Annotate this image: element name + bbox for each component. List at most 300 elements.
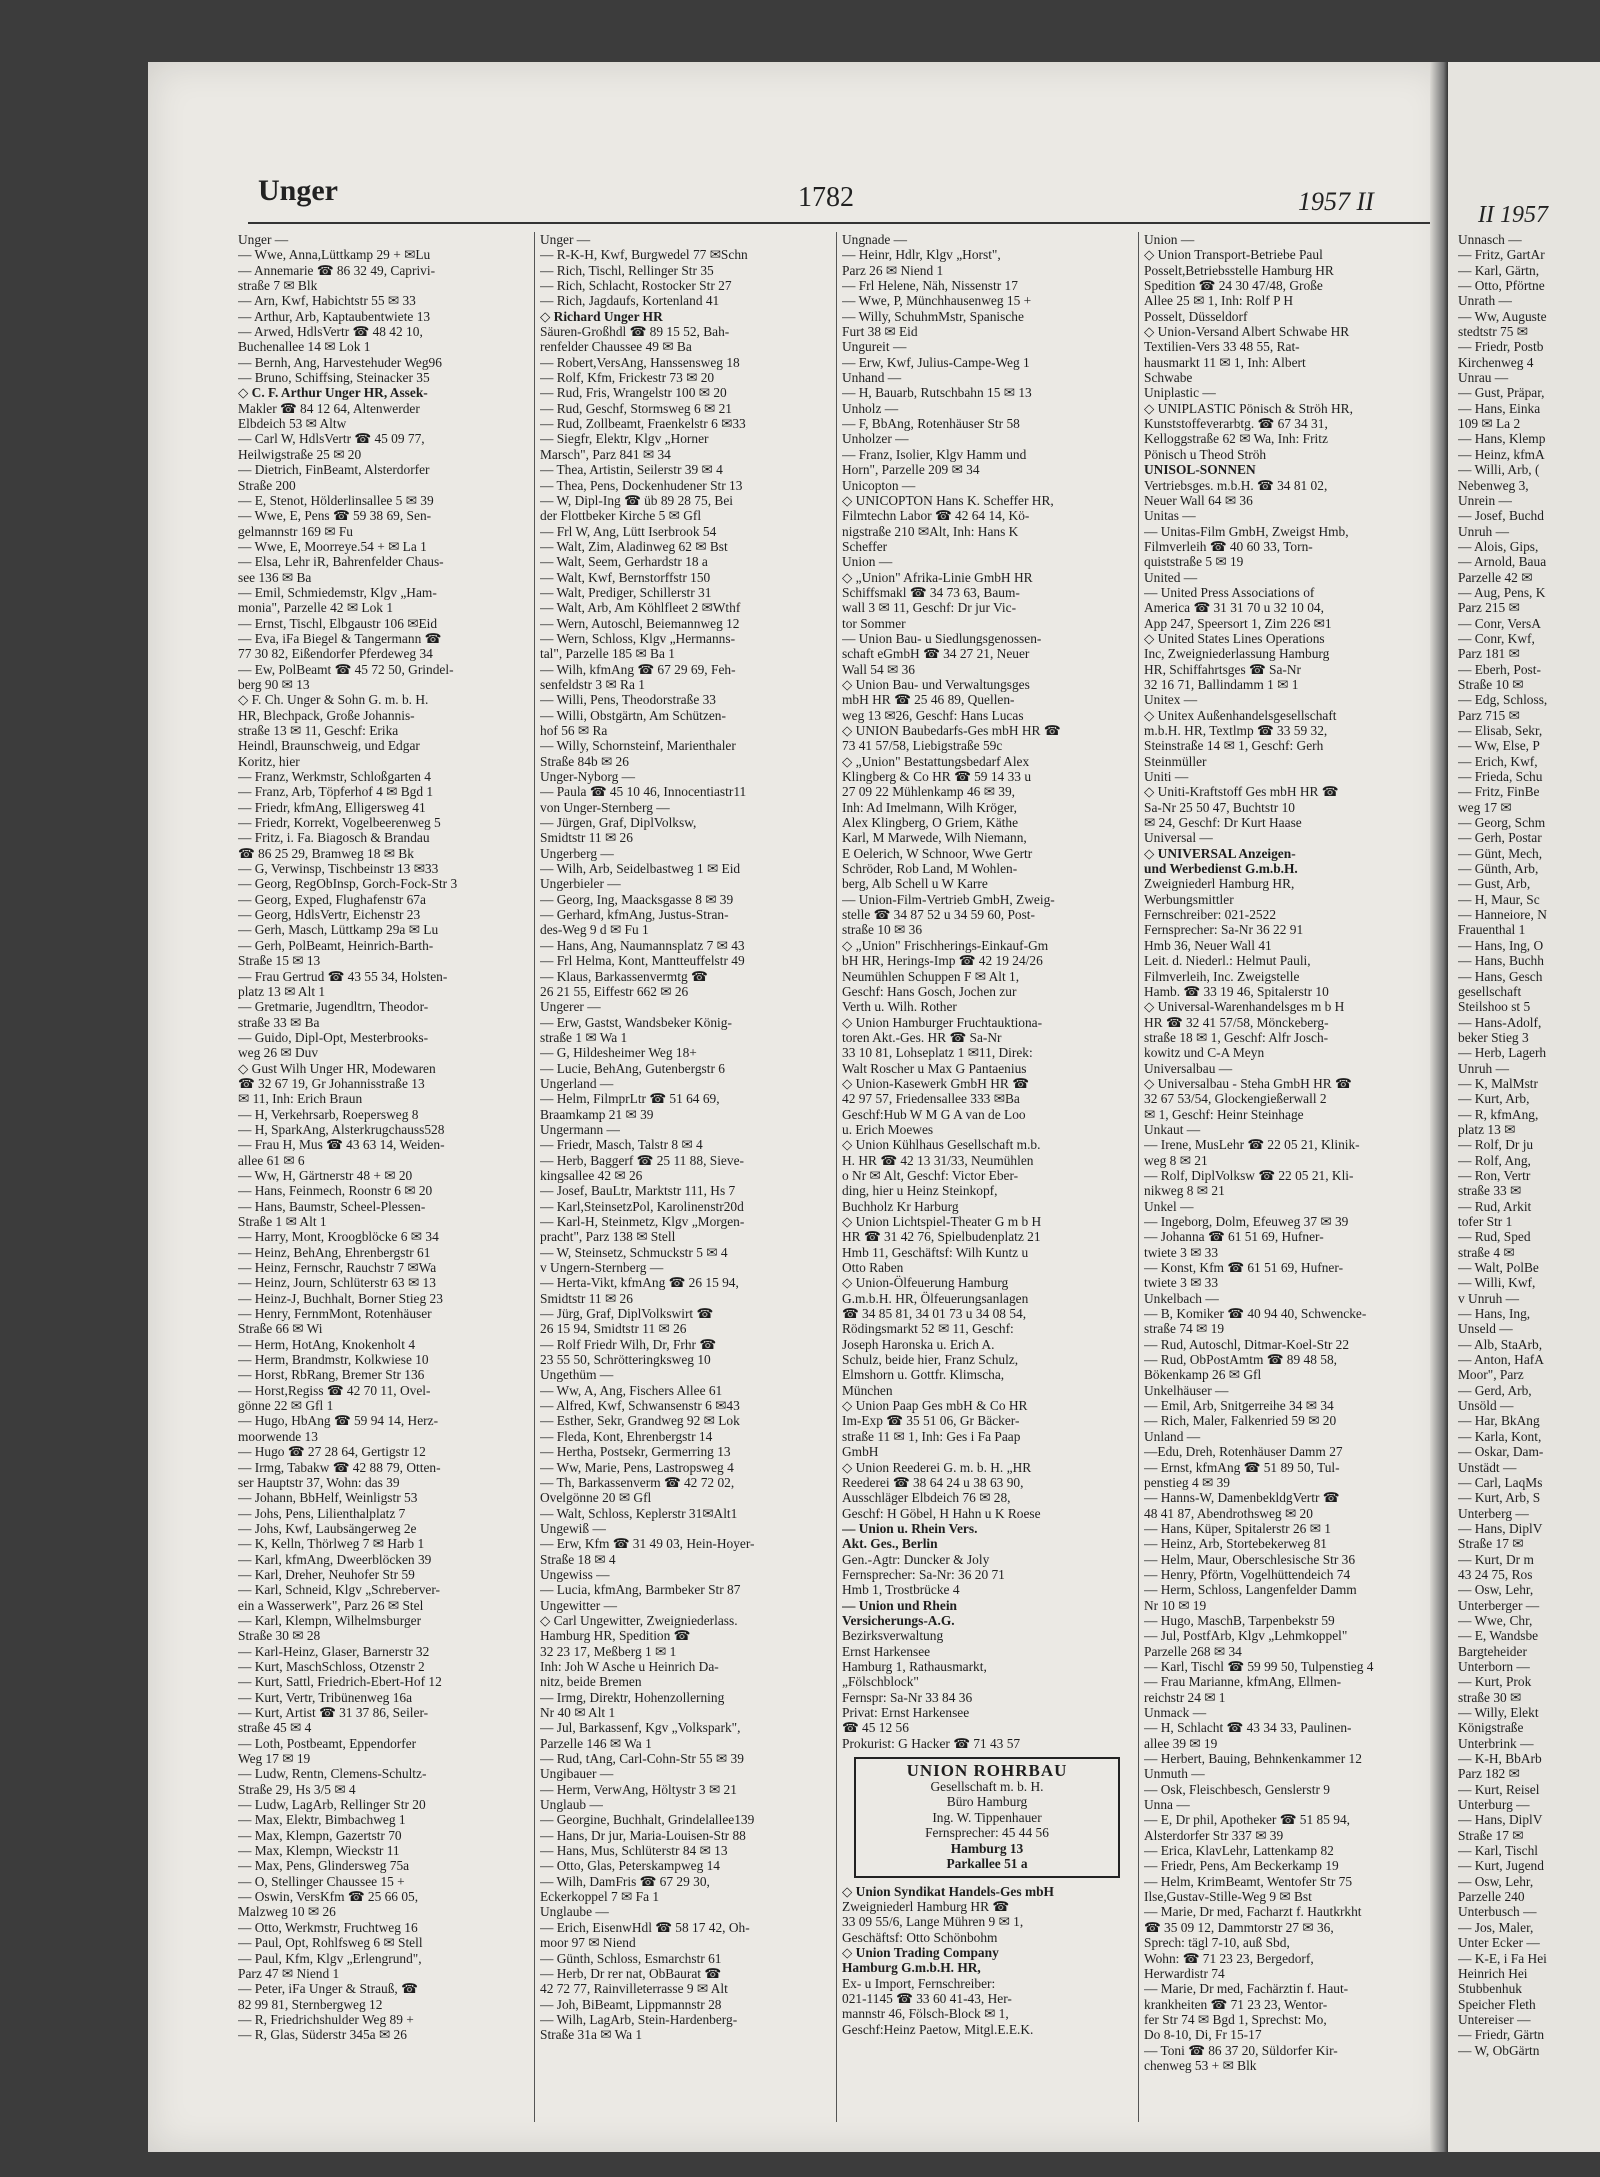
directory-entry-line: mbH HR ☎ 25 46 89, Quellen- — [842, 692, 1015, 708]
directory-entry-line: ◇ Universal-Warenhandelsges m b H — [1144, 999, 1345, 1015]
directory-entry-line: — Hans, Dr jur, Maria-Louisen-Str 88 — [540, 1827, 746, 1843]
directory-entry-line: — Helm, Maur, Oberschlesische Str 36 — [1144, 1551, 1356, 1567]
directory-entry-line: — Heinz, BehAng, Ehrenbergstr 61 — [238, 1244, 431, 1260]
directory-entry-line: — W, Steinsetz, Schmuckstr 5 ✉ 4 — [540, 1244, 728, 1260]
directory-entry-line: Akt. Ges., Berlin — [842, 1536, 938, 1552]
directory-entry-line: Unterburg — — [1458, 1797, 1530, 1813]
directory-entry-line: ◇ „Union" Afrika-Linie GmbH HR — [842, 569, 1033, 585]
directory-entry-line: — Max, Klempn, Gazertstr 70 — [238, 1827, 402, 1843]
directory-entry-line: Ungnade — — [842, 232, 908, 247]
directory-entry-line: Speicher Fleth — [1458, 1996, 1536, 2012]
directory-entry-line: platz 13 ✉ — [1458, 1121, 1516, 1137]
directory-entry-line: senfeldstr 3 ✉ Ra 1 — [540, 676, 645, 692]
directory-entry-line: Schulz, beide hier, Franz Schulz, — [842, 1352, 1019, 1368]
advertisement-line: Ing. W. Tippenhauer — [932, 1809, 1042, 1825]
directory-entry-line: — Willy, Schornsteinf, Marienthaler — [540, 738, 736, 754]
directory-entry-line: Unterbrink — — [1458, 1735, 1534, 1751]
directory-entry-line: Werbungsmittler — [1144, 891, 1234, 907]
facing-page-header: II 1957 — [1478, 202, 1548, 228]
directory-entry-line: Verth u. Wilh. Rother — [842, 999, 957, 1015]
directory-entry-line: Smidtstr 11 ✉ 26 — [540, 1290, 633, 1306]
directory-entry-line: — Max, Elektr, Bimbachweg 1 — [238, 1812, 406, 1828]
directory-entry-line: Unsöld — — [1458, 1398, 1514, 1414]
directory-entry-line: ◇ Union Paap Ges mbH & Co HR — [842, 1398, 1028, 1414]
directory-entry-line: 32 67 53/54, Glockengießerwall 2 — [1144, 1091, 1327, 1107]
directory-entry-line: — Rud, Autoschl, Ditmar-Koel-Str 22 — [1144, 1336, 1350, 1352]
directory-entry-line: — Thea, Artistin, Seilerstr 39 ✉ 4 — [540, 462, 723, 478]
directory-entry-line: — Peter, iFa Unger & Strauß, ☎ — [238, 1981, 418, 1997]
directory-entry-line: — Ww, Else, P — [1458, 738, 1540, 754]
directory-entry-line: Fernsprecher: Sa-Nr: 36 20 71 — [842, 1566, 1005, 1582]
directory-entry-line: Kirchenweg 4 — [1458, 354, 1534, 370]
directory-entry-line: 23 55 50, Schrötteringksweg 10 — [540, 1352, 711, 1368]
directory-entry-line: ◇ UNIPLASTIC Pönisch & Ströh HR, — [1144, 400, 1353, 416]
directory-entry-line: — Erica, KlavLehr, Lattenkamp 82 — [1144, 1843, 1334, 1859]
directory-entry-line: des-Weg 9 d ✉ Fu 1 — [540, 922, 649, 938]
directory-entry-line: — Konst, Kfm ☎ 61 51 69, Hufner- — [1144, 1260, 1344, 1276]
directory-entry-line: gelmannstr 169 ✉ Fu — [238, 523, 353, 539]
directory-entry-line: — Oswin, VersKfm ☎ 25 66 05, — [238, 1889, 419, 1905]
directory-entry-line: Parz 47 ✉ Niend 1 — [238, 1965, 340, 1981]
directory-entry-line: Unrath — — [1458, 293, 1512, 309]
directory-entry-line: Neuer Wall 64 ✉ 36 — [1144, 492, 1253, 508]
directory-entry-line: gesellschaft — [1458, 983, 1522, 999]
directory-entry-line: — Hanns-W, DamenbekldgVertr ☎ — [1144, 1490, 1340, 1506]
directory-entry-line: — Ludw, LagArb, Rellinger Str 20 — [238, 1797, 426, 1813]
directory-entry-line: Unterberger — — [1458, 1597, 1540, 1613]
directory-entry-line: berg 90 ✉ 13 — [238, 676, 310, 692]
advertisement-title: UNION ROHRBAU — [906, 1761, 1068, 1781]
column-2 — [540, 232, 830, 2132]
directory-entry-line: Reederei ☎ 38 64 24 u 38 63 90, — [842, 1474, 1024, 1490]
directory-entry-line: ◇ Union-Versand Albert Schwabe HR — [1144, 324, 1350, 340]
directory-entry-line: Horn", Parzelle 209 ✉ 34 — [842, 462, 980, 478]
directory-entry-line: beker Stieg 3 — [1458, 1029, 1529, 1045]
directory-entry-line: Buchholz Kr Harburg — [842, 1198, 959, 1214]
directory-entry-line: — Guido, Dipl-Opt, Mesterbrooks- — [238, 1029, 429, 1045]
directory-entry-line: — Union u. Rhein Vers. — [842, 1520, 978, 1536]
directory-entry-line: Ungibauer — — [540, 1766, 614, 1782]
directory-entry-line: hof 56 ✉ Ra — [540, 723, 608, 738]
directory-entry-line: stedtstr 75 ✉ — [1458, 324, 1528, 340]
directory-entry-line: HR ☎ 31 42 76, Spielbudenplatz 21 — [842, 1229, 1041, 1245]
directory-entry-line: Ungerland — — [540, 1075, 614, 1091]
directory-entry-line: Unmuth — — [1144, 1766, 1205, 1782]
directory-entry-line: tofer Str 1 — [1458, 1214, 1513, 1229]
directory-entry-line: Alsterdorfer Str 337 ✉ 39 — [1144, 1827, 1284, 1843]
directory-entry-line: — Rich, Jagdaufs, Kortenland 41 — [540, 293, 720, 309]
directory-entry-line: Ungewitter — — [540, 1597, 617, 1613]
directory-entry-line: — G, Verwinsp, Tischbeinstr 13 ✉33 — [238, 861, 439, 877]
directory-entry-line: Geschäftsf: Otto Schönbohm — [842, 1929, 998, 1945]
directory-entry-line: moorwende 13 — [238, 1428, 318, 1444]
directory-entry-line: — Kurt, Artist ☎ 31 37 86, Seiler- — [238, 1705, 429, 1720]
directory-entry-line: — Hans, Ing, — [1458, 1306, 1531, 1322]
directory-entry-line: — Karl, Dreher, Neuhofer Str 59 — [238, 1566, 415, 1582]
directory-entry-line: ◇ Union Trading Company — [842, 1944, 999, 1960]
directory-entry-line: von Unger-Sternberg — — [540, 799, 670, 815]
directory-entry-line: GmbH — [842, 1444, 879, 1460]
directory-entry-line: — Elsa, Lehr iR, Bahrenfelder Chaus- — [238, 554, 444, 570]
advertisement-line: Fernsprecher: 45 44 56 — [925, 1825, 1049, 1841]
directory-entry-line: — Walt, PolBe — [1458, 1260, 1539, 1276]
directory-entry-line: — Otto, Werkmstr, Fruchtweg 16 — [238, 1919, 418, 1935]
directory-entry-line: — Willi, Arb, ( — [1458, 462, 1540, 478]
directory-entry-line: Herwardistr 74 — [1144, 1965, 1225, 1981]
directory-entry-line: nikweg 8 ✉ 21 — [1144, 1183, 1225, 1199]
directory-entry-line: — Esther, Sekr, Grandweg 92 ✉ Lok — [540, 1413, 740, 1429]
directory-entry-line: Straße 18 ✉ 4 — [540, 1551, 616, 1567]
directory-entry-line: — Fritz, i. Fa. Biagosch & Brandau — [238, 830, 430, 846]
directory-entry-line: Bargteheider — [1458, 1643, 1527, 1659]
directory-entry-line: — Wwe, Anna,Lüttkamp 29 + ✉Lu — [238, 247, 431, 263]
directory-entry-line: — W, Dipl-Ing ☎ üb 89 28 75, Bei — [540, 492, 733, 508]
directory-entry-line: Straße 30 ✉ 28 — [238, 1628, 321, 1644]
directory-entry-line: Unmack — — [1144, 1705, 1207, 1720]
directory-entry-line: straße 33 ✉ — [1458, 1183, 1522, 1199]
directory-entry-line: — Herb, Lagerh — [1458, 1045, 1547, 1061]
directory-entry-line: — Dietrich, FinBeamt, Alsterdorfer — [238, 462, 430, 478]
directory-entry-line: Parzelle 268 ✉ 34 — [1144, 1643, 1242, 1659]
directory-entry-line: weg 13 ✉26, Geschf: Hans Lucas — [842, 707, 1024, 723]
directory-entry-line: — Karl, Tischl — [1458, 1843, 1538, 1859]
directory-entry-line: — Franz, Werkmstr, Schloßgarten 4 — [238, 769, 432, 785]
directory-entry-line: ◇ Union-Kasewerk GmbH HR ☎ — [842, 1075, 1029, 1091]
directory-entry-line: Ungermann — — [540, 1121, 620, 1137]
advertisement-line: Parkallee 51 a — [946, 1856, 1028, 1872]
directory-entry-line: — Wwe, E, Moorreye.54 + ✉ La 1 — [238, 538, 427, 554]
directory-entry-line: — Herm, VerwAng, Höltystr 3 ✉ 21 — [540, 1781, 737, 1797]
directory-entry-line: hausmarkt 11 ✉ 1, Inh: Albert — [1144, 354, 1306, 370]
directory-entry-line: Allee 25 ✉ 1, Inh: Rolf P H — [1144, 293, 1294, 309]
directory-entry-line: — Irene, MusLehr ☎ 22 05 21, Klinik- — [1144, 1137, 1360, 1153]
directory-entry-line: Walt Roscher u Max G Pantaenius — [842, 1060, 1027, 1076]
directory-entry-line: ◇ Union Bau- und Verwaltungsges — [842, 676, 1030, 692]
directory-entry-line: Bökenkamp 26 ✉ Gfl — [1144, 1367, 1262, 1383]
directory-entry-line: — Heinr, Hdlr, Klgv „Horst", — [842, 247, 1001, 263]
directory-entry-line: — Rich, Tischl, Rellinger Str 35 — [540, 262, 714, 278]
directory-entry-line: — Union und Rhein — [842, 1597, 957, 1613]
directory-entry-line: — Wilh, kfmAng ☎ 67 29 69, Feh- — [540, 661, 736, 677]
directory-entry-line: 42 97 57, Friedensallee 333 ✉Ba — [842, 1091, 1020, 1107]
directory-entry-line: Unnasch — — [1458, 232, 1522, 247]
directory-entry-line: — Rud, Arkit — [1458, 1198, 1532, 1214]
directory-entry-line: — K, Kelln, Thörlweg 7 ✉ Harb 1 — [238, 1536, 425, 1552]
directory-entry-line: Ernst Harkensee — [842, 1643, 931, 1659]
directory-entry-line: — Alb, StaArb, — [1458, 1336, 1543, 1352]
directory-entry-line: — Walt, Zim, Aladinweg 62 ✉ Bst — [540, 538, 728, 554]
directory-entry-line: — Frl Helma, Kont, Mantteuffelstr 49 — [540, 953, 745, 969]
directory-entry-line: — Ron, Vertr — [1458, 1167, 1531, 1183]
directory-entry-line: — Erw, Kwf, Julius-Campe-Weg 1 — [842, 354, 1030, 370]
directory-page — [148, 62, 1448, 2152]
directory-entry-line: Unstädt — — [1458, 1459, 1517, 1475]
facing-page — [1448, 62, 1600, 2152]
directory-entry-line: straße 30 ✉ — [1458, 1689, 1522, 1705]
directory-entry-line: Unkelhäuser — — [1144, 1382, 1229, 1398]
directory-entry-line: — Franz, Isolier, Klgv Hamm und — [842, 446, 1027, 462]
directory-entry-line: — Fritz, FinBe — [1458, 784, 1540, 800]
directory-entry-line: Ungethüm — — [540, 1367, 614, 1383]
directory-entry-line: — Arwed, HdlsVertr ☎ 48 42 10, — [238, 324, 423, 340]
directory-entry-line: Kelloggstraße 62 ✉ Wa, Inh: Fritz — [1144, 431, 1328, 447]
directory-entry-line: kingsallee 42 ✉ 26 — [540, 1167, 643, 1183]
directory-entry-line: Straße 31a ✉ Wa 1 — [540, 2027, 643, 2043]
directory-entry-line: allee 61 ✉ 6 — [238, 1152, 305, 1168]
directory-entry-line: Neumühlen Schuppen F ✉ Alt 1, — [842, 968, 1020, 984]
directory-entry-line: Privat: Ernst Harkensee — [842, 1705, 970, 1720]
directory-entry-line: — Marie, Dr med, Fachärztin f. Haut- — [1144, 1981, 1349, 1997]
directory-entry-line: — Johann, BbHelf, Weinligstr 53 — [238, 1490, 418, 1506]
directory-entry-line: — Gust, Arb, — [1458, 876, 1531, 892]
directory-entry-line: — R, kfmAng, — [1458, 1106, 1539, 1122]
directory-entry-line: Straße 1 ✉ Alt 1 — [238, 1214, 327, 1229]
directory-entry-line: — Karl-Heinz, Glaser, Barnerstr 32 — [238, 1643, 430, 1659]
directory-entry-line: ◇ Universalbau - Steha GmbH HR ☎ — [1144, 1075, 1352, 1091]
directory-entry-line: — Harry, Mont, Kroogblöcke 6 ✉ 34 — [238, 1229, 439, 1245]
directory-entry-line: — Henry, Pförtn, Vogelhüttendeich 74 — [1144, 1566, 1351, 1582]
directory-entry-line: — Rolf, Dr ju — [1458, 1137, 1534, 1153]
directory-entry-line: Filmverleih ☎ 40 60 33, Torn- — [1144, 538, 1313, 554]
directory-entry-line: tal", Parzelle 185 ✉ Ba 1 — [540, 646, 675, 662]
directory-entry-line: — Emil, Schmiedemstr, Klgv „Ham- — [238, 584, 437, 600]
directory-entry-line: Frauenthal 1 — [1458, 922, 1526, 938]
directory-entry-line: — Otto, Glas, Peterskampweg 14 — [540, 1858, 721, 1874]
page-year: 1957 II — [1298, 187, 1374, 216]
directory-entry-line: Marsch", Parz 841 ✉ 34 — [540, 446, 671, 462]
directory-entry-line: ✉ 1, Geschf: Heinr Steinhage — [1144, 1106, 1304, 1122]
directory-entry-line: — Henry, FernmMont, Rotenhäuser — [238, 1306, 432, 1322]
directory-entry-line: ser Hauptstr 37, Wohn: das 39 — [238, 1474, 400, 1490]
directory-entry-line: — Walt, Prediger, Schillerstr 31 — [540, 584, 712, 600]
directory-entry-line: straße 10 ✉ 36 — [842, 922, 923, 938]
directory-entry-line: Unruh — — [1458, 523, 1509, 539]
directory-entry-line: — Franz, Arb, Töpferhof 4 ✉ Bgd 1 — [238, 784, 434, 800]
directory-entry-line: Unrau — — [1458, 370, 1509, 386]
directory-entry-line: — G, Hildesheimer Weg 18+ — [540, 1045, 697, 1061]
directory-entry-line: monia", Parzelle 42 ✉ Lok 1 — [238, 600, 394, 616]
directory-entry-line: nitz, beide Bremen — [540, 1674, 642, 1690]
directory-entry-line: Braamkamp 21 ✉ 39 — [540, 1106, 654, 1122]
directory-entry-line: — Edg, Schloss, — [1458, 692, 1548, 708]
directory-entry-line: — Hans, Baumstr, Scheel-Plessen- — [238, 1198, 426, 1214]
directory-entry-line: Straße 200 — [238, 477, 296, 493]
directory-entry-line: — Max, Pens, Glindersweg 75a — [238, 1858, 410, 1874]
column-divider — [1138, 232, 1139, 2122]
directory-entry-line: — Wilh, LagArb, Stein-Hardenberg- — [540, 2011, 738, 2027]
directory-entry-line: — Wwe, Chr, — [1458, 1612, 1533, 1628]
directory-entry-line: — Union Bau- u Siedlungsgenossen- — [842, 630, 1042, 646]
directory-entry-line: — Rolf, Kfm, Frickestr 73 ✉ 20 — [540, 370, 715, 386]
directory-entry-line: — Fleda, Kont, Ehrenbergstr 14 — [540, 1428, 713, 1444]
directory-entry-line: — Hans, Ang, Naumannsplatz 7 ✉ 43 — [540, 937, 745, 953]
directory-entry-line: Straße 17 ✉ — [1458, 1536, 1524, 1552]
directory-entry-line: Unicopton — — [842, 477, 916, 493]
directory-entry-line: ◇ UNICOPTON Hans K. Scheffer HR, — [842, 492, 1054, 508]
directory-entry-line: 021-1145 ☎ 33 60 41-43, Her- — [842, 1990, 1012, 2006]
directory-entry-line: Furt 38 ✉ Eid — [842, 324, 918, 340]
directory-entry-line: 27 09 22 Mühlenkamp 46 ✉ 39, — [842, 784, 1016, 800]
directory-entry-line: Hmb 36, Neuer Wall 41 — [1144, 937, 1272, 953]
directory-entry-line: Stubbenhuk — [1458, 1981, 1522, 1997]
directory-entry-line: Makler ☎ 84 12 64, Altenwerder — [238, 400, 420, 416]
directory-entry-line: Unkel — — [1144, 1198, 1194, 1214]
directory-entry-line: — F, BbAng, Rotenhäuser Str 58 — [842, 416, 1020, 432]
directory-entry-line: — Kurt, MaschSchloss, Otzenstr 2 — [238, 1658, 425, 1674]
directory-entry-line: Posselt, Düsseldorf — [1144, 308, 1248, 324]
directory-entry-line: — Arnold, Baua — [1458, 554, 1547, 570]
directory-entry-line: — Herta-Vikt, kfmAng ☎ 26 15 94, — [540, 1275, 739, 1291]
directory-entry-line: ◇ Uniti-Kraftstoff Ges mbH HR ☎ — [1144, 784, 1339, 800]
directory-entry-line: Wall 54 ✉ 36 — [842, 661, 915, 677]
directory-entry-line: Inc, Zweigniederlassung Hamburg — [1144, 646, 1330, 662]
directory-entry-line: — Kurt, Jugend — [1458, 1858, 1544, 1874]
directory-entry-line: 32 16 71, Ballindamm 1 ✉ 1 — [1144, 676, 1299, 692]
directory-entry-line: 77 30 82, Eißendorfer Pferdeweg 34 — [238, 646, 433, 662]
directory-entry-line: — Willi, Pens, Theodorstraße 33 — [540, 692, 716, 708]
directory-entry-line: — R-K-H, Kwf, Burgwedel 77 ✉Schn — [540, 247, 748, 263]
column-divider — [534, 232, 535, 2122]
directory-entry-line: — Walt, Schloss, Keplerstr 31✉Alt1 — [540, 1505, 738, 1521]
directory-entry-line: — Willi, Obstgärtn, Am Schützen- — [540, 707, 726, 723]
directory-entry-line: — Helm, FilmprLtr ☎ 51 64 69, — [540, 1091, 720, 1107]
column-1 — [238, 232, 528, 2132]
directory-entry-line: Steilshoo st 5 — [1458, 999, 1531, 1015]
directory-entry-line: — Elisab, Sekr, — [1458, 723, 1543, 738]
directory-entry-line: Unger-Nyborg — — [540, 769, 636, 785]
directory-entry-line: — Conr, VersA — [1458, 615, 1541, 631]
directory-entry-line: — Herm, Brandmstr, Kolkwiese 10 — [238, 1352, 429, 1368]
directory-entry-line: — Paula ☎ 45 10 46, Innocentiastr11 — [540, 784, 747, 800]
directory-entry-line: — Rolf, Ang, — [1458, 1152, 1531, 1168]
directory-entry-line: twiete 3 ✉ 33 — [1144, 1244, 1219, 1260]
directory-entry-line: Bezirksverwaltung — [842, 1628, 944, 1644]
directory-entry-line: Ausschläger Elbdeich 76 ✉ 28, — [842, 1490, 1011, 1506]
directory-entry-line: Straße 29, Hs 3/5 ✉ 4 — [238, 1781, 356, 1797]
directory-entry-line: — Helm, KrimBeamt, Wentofer Str 75 — [1144, 1873, 1353, 1889]
directory-entry-line: o Nr ✉ Alt, Geschf: Victor Eber- — [842, 1167, 1019, 1183]
directory-entry-line: v Ungern-Sternberg — — [540, 1260, 664, 1276]
directory-entry-line: Straße 17 ✉ — [1458, 1827, 1524, 1843]
header-rule — [248, 222, 1478, 224]
directory-entry-line: München — [842, 1382, 893, 1398]
directory-entry-line: — W, ObGärtn — [1458, 2042, 1540, 2058]
directory-entry-line: straße 45 ✉ 4 — [238, 1720, 312, 1736]
directory-entry-line: Sprech: tägl 7-10, auß Sbd, — [1144, 1935, 1290, 1951]
directory-entry-line: — Ingeborg, Dolm, Efeuweg 37 ✉ 39 — [1144, 1214, 1349, 1229]
directory-entry-line: Inh: Joh W Asche u Heinrich Da- — [540, 1658, 719, 1674]
directory-entry-line: — Union-Film-Vertrieb GmbH, Zweig- — [842, 891, 1055, 907]
directory-entry-line: Unitex — — [1144, 692, 1198, 708]
directory-entry-line: — Heinz, kfmA — [1458, 446, 1545, 462]
directory-entry-line: — Bruno, Schiffsing, Steinacker 35 — [238, 370, 430, 386]
directory-entry-line: — Osw, Lehr, — [1458, 1873, 1534, 1889]
directory-entry-line: — Ww, H, Gärtnerstr 48 + ✉ 20 — [238, 1167, 413, 1183]
directory-entry-line: ◇ Union Syndikat Handels-Ges mbH — [842, 1883, 1054, 1899]
directory-entry-line: — Unitas-Film GmbH, Zweigst Hmb, — [1144, 523, 1349, 539]
directory-entry-line: — E, Dr phil, Apotheker ☎ 51 85 94, — [1144, 1812, 1350, 1828]
directory-entry-line: — Hans, DiplV — [1458, 1520, 1543, 1536]
directory-entry-line: Union — — [842, 554, 893, 570]
directory-entry-line: Unkaut — — [1144, 1121, 1201, 1137]
directory-entry-line: — K-E, i Fa Hei — [1458, 1950, 1547, 1966]
directory-entry-line: — Ww, A, Ang, Fischers Allee 61 — [540, 1382, 723, 1398]
directory-entry-line: Posselt,Betriebsstelle Hamburg HR — [1144, 262, 1334, 278]
directory-entry-line: Universalbau — — [1144, 1060, 1233, 1076]
directory-entry-line: Parzelle 146 ✉ Wa 1 — [540, 1735, 652, 1751]
directory-entry-line: — United Press Associations of — [1144, 584, 1315, 600]
directory-entry-line: Parz 215 ✉ — [1458, 600, 1520, 616]
directory-entry-line: Ovelgönne 20 ✉ Gfl — [540, 1490, 652, 1506]
directory-entry-line: — Toni ☎ 86 37 20, Süldorfer Kir- — [1144, 2042, 1338, 2058]
directory-entry-line: — Herm, HotAng, Knokenholt 4 — [238, 1336, 416, 1352]
directory-entry-line: — Friedr, Masch, Talstr 8 ✉ 4 — [540, 1137, 703, 1153]
directory-entry-line: 26 15 94, Smidtstr 11 ✉ 26 — [540, 1321, 687, 1337]
directory-entry-line: — Wern, Schloss, Klgv „Hermanns- — [540, 630, 736, 646]
directory-entry-line: Hamburg HR, Spedition ☎ — [540, 1628, 691, 1644]
directory-entry-line: Königstraße — [1458, 1720, 1524, 1736]
directory-entry-line: — Paul, Opt, Rohlfsweg 6 ✉ Stell — [238, 1935, 423, 1951]
directory-entry-line: — Herm, Schloss, Langenfelder Damm — [1144, 1582, 1357, 1598]
directory-entry-line: Ungerberg — — [540, 845, 614, 861]
directory-entry-line: straße 11 ✉ 1, Inh: Ges i Fa Paap — [842, 1428, 1021, 1444]
directory-entry-line: Kunststoffeverarbtg. ☎ 67 34 31, — [1144, 416, 1328, 432]
directory-entry-line: — Irmg, Direktr, Hohenzollerning — [540, 1689, 725, 1705]
column-divider — [836, 232, 837, 2122]
directory-entry-line: — Karla, Kont, — [1458, 1428, 1542, 1444]
directory-entry-line: Unrein — — [1458, 492, 1512, 508]
directory-entry-line: ☎ 86 25 29, Bramweg 18 ✉ Bk — [238, 845, 414, 861]
directory-entry-line: moor 97 ✉ Niend — [540, 1935, 636, 1951]
directory-entry-line: Straße 10 ✉ — [1458, 676, 1524, 692]
directory-entry-line: Steinstraße 14 ✉ 1, Geschf: Gerh — [1144, 738, 1324, 754]
directory-entry-line: 32 23 17, Meßberg 1 ✉ 1 — [540, 1643, 677, 1659]
directory-entry-line: H. HR ☎ 42 13 31/33, Neumühlen — [842, 1152, 1034, 1168]
directory-entry-line: weg 17 ✉ — [1458, 799, 1512, 815]
directory-entry-line: — Walt, Seem, Gerhardstr 18 a — [540, 554, 708, 570]
directory-entry-line: — Robert,VersAng, Hanssensweg 18 — [540, 354, 740, 370]
directory-entry-line: — Willy, Elekt — [1458, 1705, 1539, 1720]
directory-entry-line: — Conr, Kwf, — [1458, 630, 1535, 646]
directory-entry-line: — Rud, Sped — [1458, 1229, 1531, 1245]
directory-entry-line: ◇ F. Ch. Unger & Sohn G. m. b. H. — [238, 692, 429, 708]
directory-entry-line: — Hugo, HbAng ☎ 59 94 14, Herz- — [238, 1413, 439, 1429]
column-3 — [842, 232, 1132, 2132]
directory-entry-line: — Lucia, kfmAng, Barmbeker Str 87 — [540, 1582, 741, 1598]
directory-entry-line: — Max, Klempn, Wieckstr 11 — [238, 1843, 400, 1859]
directory-entry-line: Ilse,Gustav-Stille-Weg 9 ✉ Bst — [1144, 1889, 1312, 1905]
directory-entry-line: — Willi, Kwf, — [1458, 1275, 1536, 1291]
directory-entry-line: ◇ UNION Baubedarfs-Ges mbH HR ☎ — [842, 723, 1061, 738]
directory-entry-line: ◇ Union Hamburger Fruchtauktiona- — [842, 1014, 1043, 1030]
directory-entry-line: Vertriebsges. m.b.H. ☎ 34 81 02, — [1144, 477, 1328, 493]
directory-entry-line: Parzelle 240 — [1458, 1889, 1525, 1905]
directory-entry-line: Unhand — — [842, 370, 902, 386]
directory-entry-line: Unterbusch — — [1458, 1904, 1537, 1920]
directory-entry-line: Schröder, Rob Land, M Wohlen- — [842, 861, 1018, 877]
directory-entry-line: — Frl W, Ang, Lütt Iserbrook 54 — [540, 523, 717, 539]
directory-entry-line: 26 21 55, Eiffestr 662 ✉ 26 — [540, 983, 689, 999]
directory-entry-line: Textilien-Vers 33 48 55, Rat- — [1144, 339, 1300, 355]
directory-entry-line: ✉ 24, Geschf: Dr Kurt Haase — [1144, 815, 1302, 831]
directory-entry-line: — Lucie, BehAng, Gutenbergstr 6 — [540, 1060, 725, 1076]
directory-entry-line: — Jürgen, Graf, DiplVolksw, — [540, 815, 697, 831]
directory-entry-line: Unland — — [1144, 1428, 1201, 1444]
directory-entry-line: und Werbedienst G.m.b.H. — [1144, 861, 1298, 877]
directory-entry-line: —Edu, Dreh, Rotenhäuser Damm 27 — [1144, 1444, 1343, 1460]
directory-entry-line: — Friedr, Gärtn — [1458, 2027, 1545, 2043]
directory-entry-line: 73 41 57/58, Liebigstraße 59c — [842, 738, 1003, 754]
